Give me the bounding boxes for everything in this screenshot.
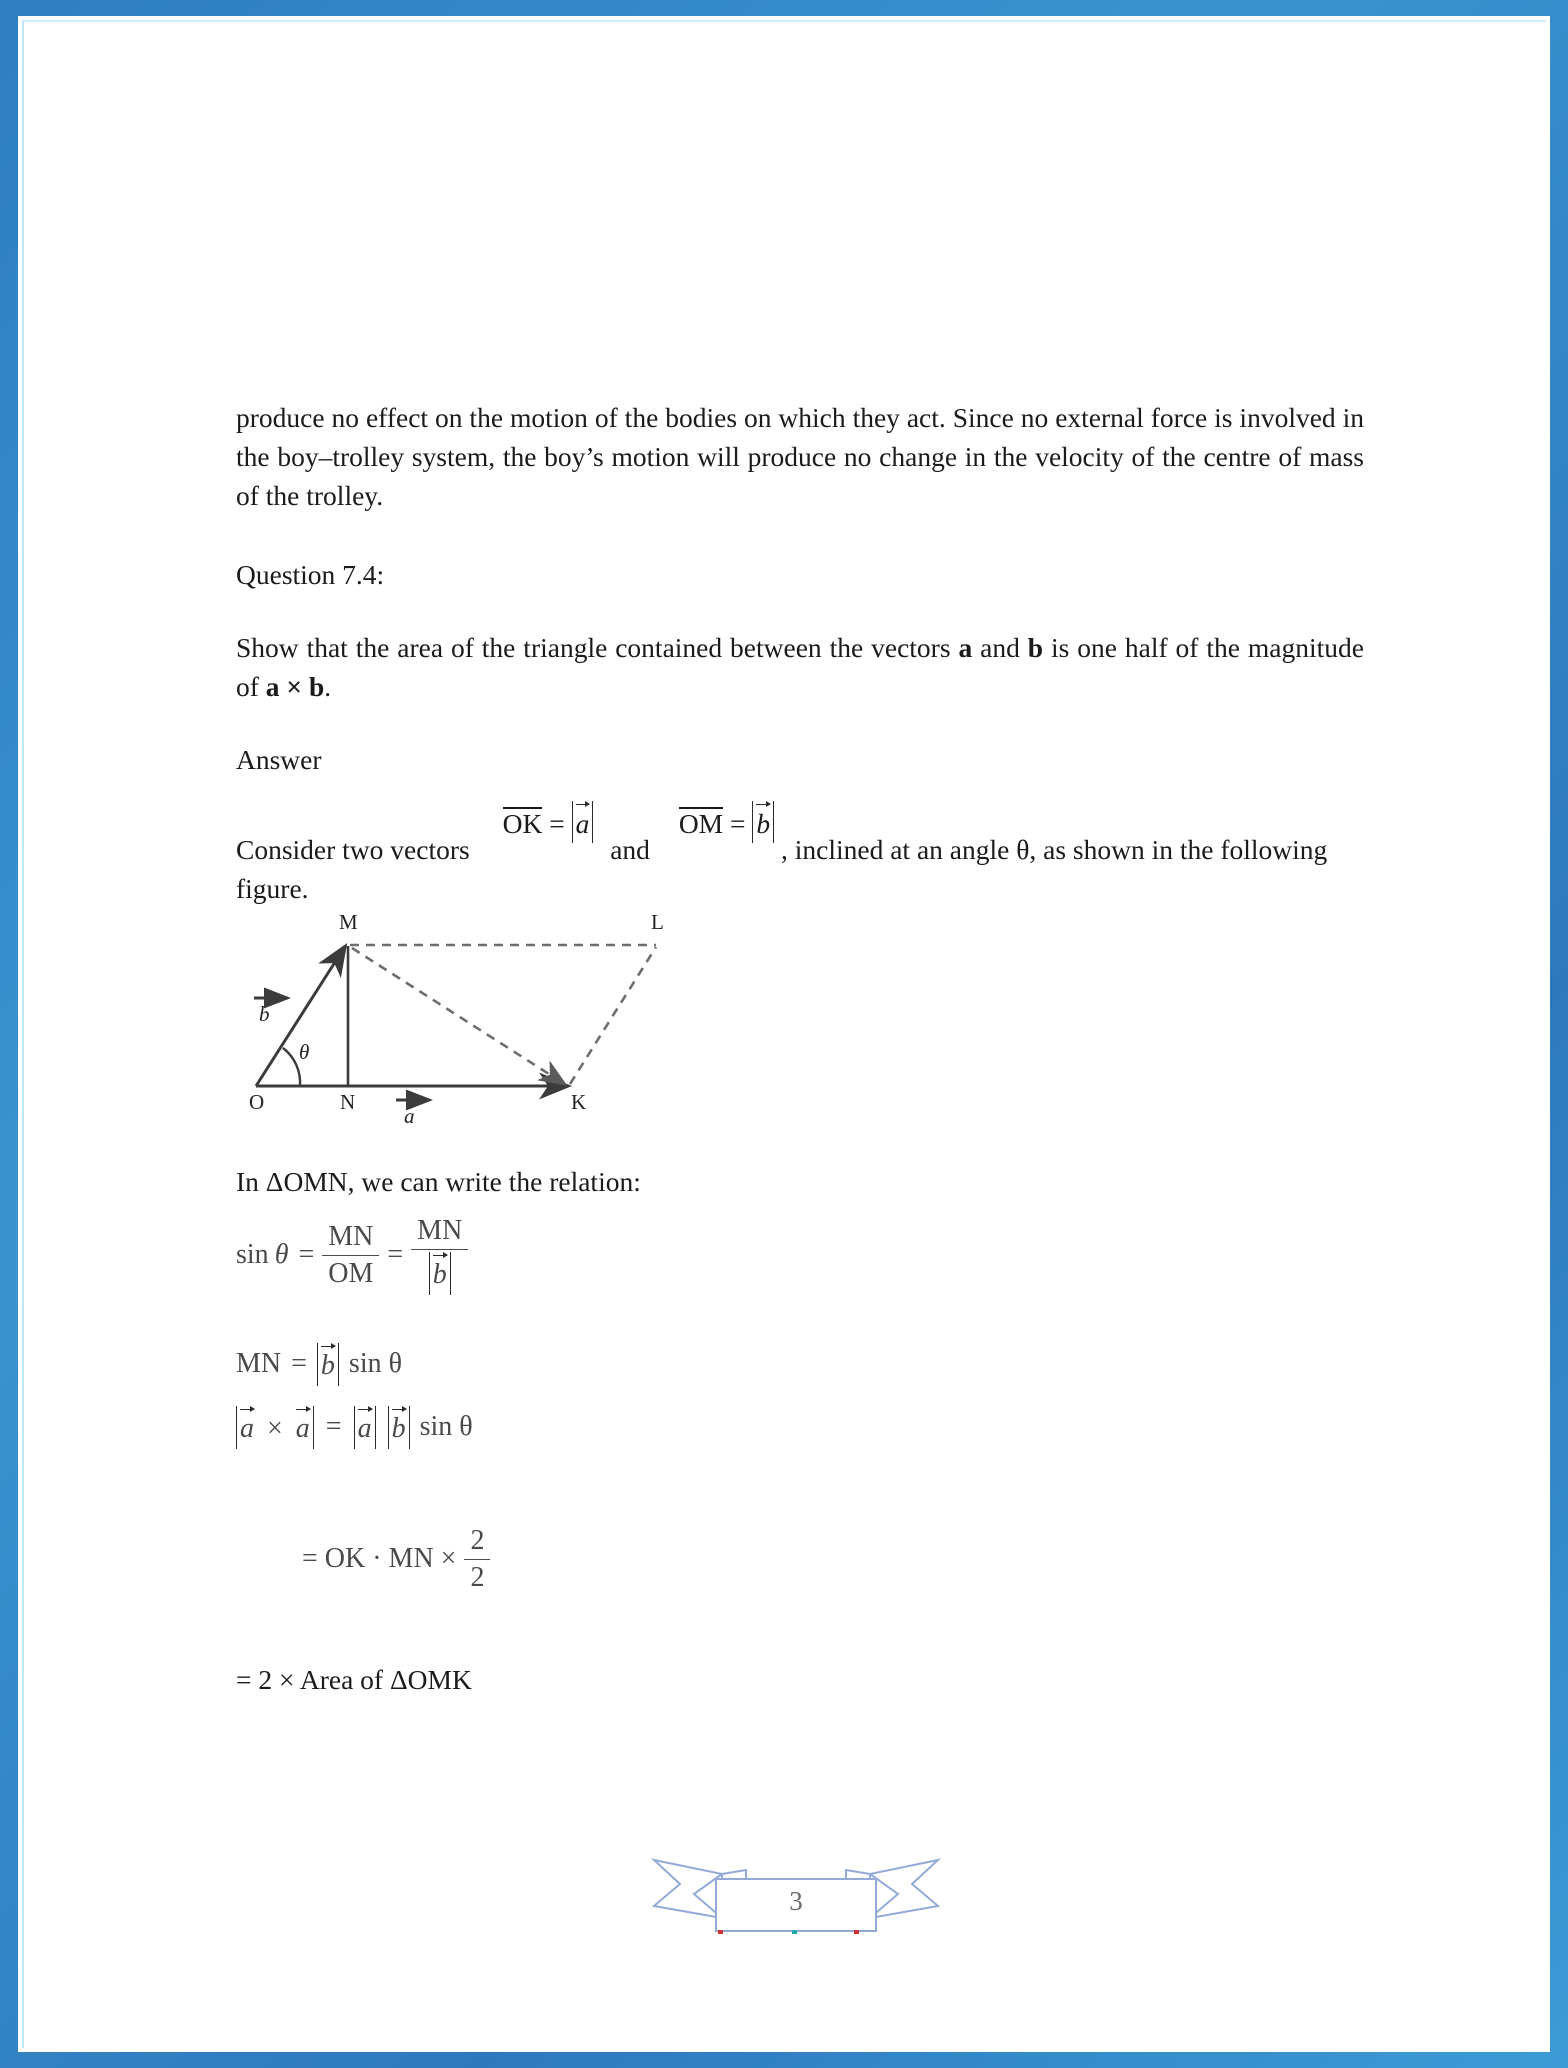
theta-symbol: θ bbox=[274, 1239, 289, 1271]
vector-a-arrow: a bbox=[240, 1408, 254, 1445]
consider-suffix: , inclined at an angle θ, as shown in the following figure. bbox=[236, 834, 1328, 905]
figure-label-K: K bbox=[571, 1090, 587, 1115]
equation-sin-theta bbox=[236, 1215, 1364, 1295]
figure-label-N: N bbox=[340, 1090, 356, 1115]
om-overline-label: OM bbox=[678, 808, 724, 839]
vector-b-arrow: b bbox=[321, 1345, 335, 1382]
equation-ok-mn bbox=[302, 1525, 1364, 1594]
ok-overline-label: OK bbox=[502, 808, 543, 839]
page-number: 3 bbox=[789, 1885, 803, 1916]
abs-vector-a bbox=[354, 1406, 376, 1449]
math-om-equals-abs-b bbox=[679, 801, 774, 843]
question-cross-product: a × b bbox=[265, 671, 325, 702]
equals-sign: = bbox=[730, 808, 746, 839]
spacer bbox=[236, 594, 1364, 628]
fraction-numerator: 2 bbox=[464, 1525, 490, 1560]
consider-vectors-line bbox=[236, 808, 1364, 908]
figure-label-vector-b: b bbox=[259, 1002, 270, 1027]
equation-mn-equals bbox=[236, 1343, 1364, 1386]
figure-dashed-MK bbox=[352, 948, 563, 1083]
figure-label-vector-a: a bbox=[404, 1104, 415, 1129]
vector-a-arrow: a bbox=[296, 1408, 310, 1445]
figure-label-M: M bbox=[339, 910, 358, 935]
spacer bbox=[236, 1201, 1364, 1215]
equation-cross-product-magnitude bbox=[236, 1406, 1364, 1449]
vector-b-arrow: b bbox=[392, 1408, 406, 1445]
figure-label-theta: θ bbox=[299, 1040, 310, 1065]
sin-theta-label: sin θ bbox=[348, 1348, 403, 1380]
question-vector-a: a bbox=[958, 632, 973, 663]
final-result-line: = 2 × Area of ΔOMK bbox=[236, 1663, 472, 1695]
fraction-numerator: MN bbox=[411, 1215, 468, 1250]
ok-mn-expression: = OK · MN × bbox=[302, 1543, 457, 1575]
abs-vector-a bbox=[572, 801, 594, 843]
question-vector-b: b bbox=[1027, 632, 1044, 663]
figure-label-L: L bbox=[651, 910, 664, 935]
vector-a-arrow: a bbox=[358, 1408, 372, 1445]
vector-b-arrow: b bbox=[756, 803, 770, 839]
figure-dashed-KL bbox=[570, 947, 656, 1084]
question-text-part2: is one half of the magnitude of bbox=[236, 632, 1364, 702]
vector-triangle-figure bbox=[236, 910, 796, 1129]
figure-angle-arc bbox=[283, 1048, 300, 1086]
fraction-denominator: OM bbox=[328, 1257, 374, 1289]
fraction-denominator bbox=[411, 1250, 468, 1295]
vector-b-arrow: b bbox=[433, 1254, 447, 1291]
fraction-two-over-two bbox=[464, 1525, 490, 1594]
equals-sign: = bbox=[298, 1239, 315, 1271]
spacer bbox=[236, 1386, 1364, 1406]
spacer bbox=[236, 706, 1364, 740]
question-text-part1: Show that the area of the triangle contained between the vectors bbox=[236, 632, 959, 663]
spacer bbox=[236, 1295, 1364, 1343]
mn-label: MN bbox=[236, 1348, 282, 1380]
sin-theta-label: sin θ bbox=[419, 1411, 473, 1443]
equals-sign: = bbox=[549, 808, 565, 839]
sin-symbol: sin bbox=[236, 1239, 269, 1271]
abs-vector-b bbox=[429, 1252, 451, 1295]
fraction-denominator: 2 bbox=[470, 1561, 485, 1593]
math-ok-equals-abs-a bbox=[503, 801, 594, 843]
equals-sign: = bbox=[291, 1348, 307, 1380]
intro-paragraph: produce no effect on the motion of the bodies on which they act. Since no external force is involved in the boy–trolley system, the boy’s motion will produce no change in the velocity of the centre of mass of the trolley. bbox=[236, 402, 1364, 511]
spacer bbox=[236, 1594, 1364, 1660]
spacer bbox=[236, 779, 1364, 827]
cross-symbol: × bbox=[267, 1412, 283, 1444]
fraction-numerator: MN bbox=[322, 1221, 379, 1256]
spacer bbox=[236, 1449, 1364, 1525]
abs-vector-b bbox=[388, 1406, 410, 1449]
fraction-mn-over-abs-b bbox=[411, 1215, 468, 1295]
consider-prefix: Consider two vectors bbox=[236, 834, 470, 865]
question-text bbox=[236, 628, 1364, 706]
abs-vector-b bbox=[752, 801, 774, 843]
spacer bbox=[236, 515, 1364, 555]
question-period: . bbox=[324, 671, 332, 702]
abs-a-cross-a bbox=[236, 1406, 314, 1449]
equals-sign: = bbox=[387, 1239, 404, 1271]
question-text-and: and bbox=[972, 632, 1028, 663]
equals-sign: = bbox=[325, 1411, 342, 1443]
question-heading: Question 7.4: bbox=[236, 559, 385, 590]
consider-and: and bbox=[610, 834, 650, 865]
page-footer-ribbon bbox=[650, 1848, 942, 1938]
vector-a-arrow: a bbox=[576, 803, 590, 839]
document-content bbox=[236, 398, 1364, 1699]
fraction-mn-over-om bbox=[322, 1221, 379, 1290]
figure-svg bbox=[236, 914, 796, 1119]
answer-heading: Answer bbox=[236, 744, 322, 775]
relation-intro: In ΔOMN, we can write the relation: bbox=[236, 1166, 641, 1198]
figure-label-O: O bbox=[249, 1090, 265, 1115]
abs-vector-b bbox=[317, 1343, 339, 1386]
